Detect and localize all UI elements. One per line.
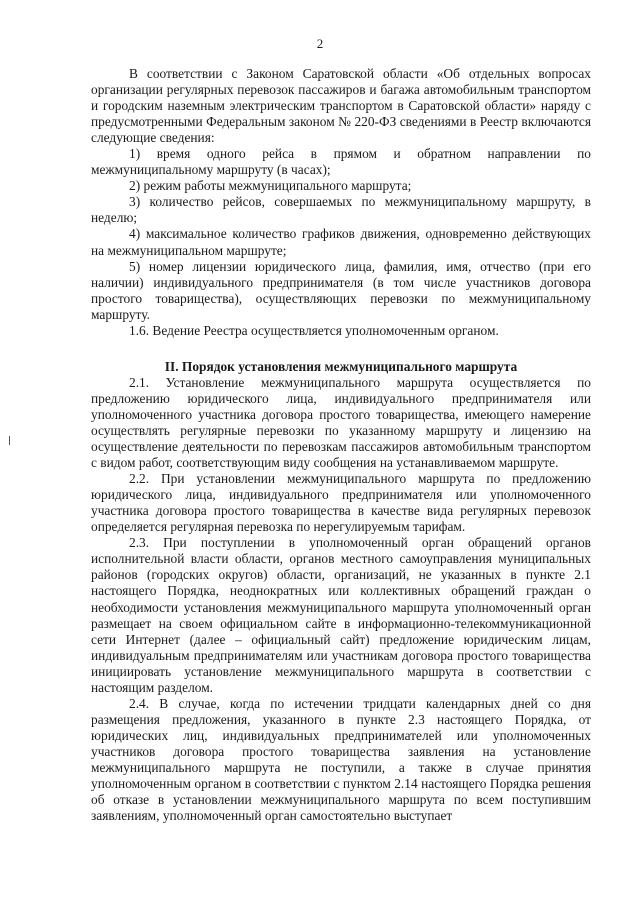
list-item-2: 2) режим работы межмуниципального маршрута; xyxy=(129,178,412,194)
page-number: 2 xyxy=(316,36,324,51)
list-item-5: 5) номер лицензии юридического лица, фамилия, имя, отчество (при его наличии) индивидуального предпринимателя (в том числе участников договора простого товарищества), осуществляющих перевозки по межмуниципальному маршруту. xyxy=(91,258,591,322)
paragraph-2-3: 2.3. При поступлении в уполномоченный орган обращений органов исполнительной власти области, органов местного самоуправления муниципальных районов (городских округов) области, организаций, не указанных в пункте 2.1 настоящего Порядка, неоднократных или коллективных обращений граждан о необходимости установления межмуниципального маршрута уполномоченный орган размещает на своем официальном сайте в информационно-телекоммуникационной сети Интернет (далее – официальный сайт) предложение юридическим лицам, индивидуальным предпринимателям или участникам договора простого товарищества инициировать установление межмуниципального маршрута в соответствии с настоящим разделом. xyxy=(91,535,591,695)
paragraph-2-4: 2.4. В случае, когда по истечении тридцати календарных дней со дня размещения предложения, указанного в пункте 2.3 настоящего Порядка, от юридических лиц, индивидуальных предпринимателей или уполномоченных участников договора простого товарищества заявления на установление межмуниципального маршрута не поступили, а также в случае принятия уполномоченным органом в соответствии с пунктом 2.14 настоящего Порядка решения об отказе в установлении межмуниципального маршрута по всем поступившим заявлениям, уполномоченный орган самостоятельно выступает xyxy=(91,695,591,824)
document-body xyxy=(91,66,591,824)
section-title: II. Порядок установления межмуниципального маршрута xyxy=(164,358,518,374)
paragraph-intro: В соответствии с Законом Саратовской области «Об отдельных вопросах организации регулярных перевозок пассажиров и багажа автомобильным транспортом и городским наземным электрическим транспортом в Саратовской области» наряду с предусмотренными Федеральным законом № 220-ФЗ сведениями в Реестр включаются следующие сведения: xyxy=(91,66,591,146)
paragraph-2-1: 2.1. Установление межмуниципального маршрута осуществляется по предложению юридического лица, индивидуального предпринимателя или уполномоченного участника договора простого товарищества, имеющего намерение осуществлять регулярные перевозки по указанному маршруту и лицензию на осуществление деятельности по перевозкам пассажиров автомобильным транспортом с видом работ, соответствующим виду сообщения на устанавливаемом маршруте. xyxy=(91,374,591,471)
paragraph-1-6: 1.6. Ведение Реестра осуществляется уполномоченным органом. xyxy=(129,322,499,338)
list-item-3: 3) количество рейсов, совершаемых по межмуниципальному маршруту, в неделю; xyxy=(91,194,591,226)
list-item-1: 1) время одного рейса в прямом и обратном направлении по межмуниципальному маршруту (в часах); xyxy=(91,146,591,178)
margin-mark xyxy=(9,436,10,445)
list-item-4: 4) максимальное количество графиков движения, одновременно действующих на межмуниципальном маршруте; xyxy=(91,226,591,258)
paragraph-2-2: 2.2. При установлении межмуниципального маршрута по предложению юридического лица, индивидуального предпринимателя или уполномоченного участника договора простого товарищества в качестве вида регулярных перевозок определяется регулярная перевозка по нерегулируемым тарифам. xyxy=(91,471,591,535)
